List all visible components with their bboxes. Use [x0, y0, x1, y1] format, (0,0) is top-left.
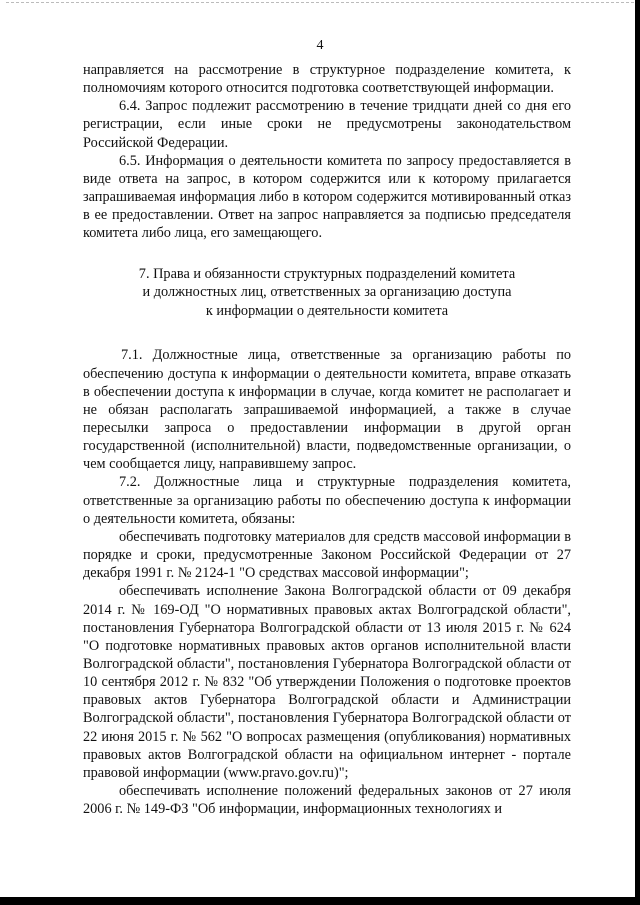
document-body — [83, 61, 571, 818]
page-number: 4 — [316, 38, 324, 53]
section-7-heading-line-1: 7. Права и обязанности структурных подразделений комитета — [138, 265, 516, 282]
section-7-heading-line-2: и должностных лиц, ответственных за организацию доступа — [142, 284, 512, 301]
scan-top-edge — [6, 2, 634, 3]
paragraph-6-4: 6.4. Запрос подлежит рассмотрению в течение тридцати дней со дня его регистрации, если иные сроки не предусмотрены законодательством Российской Федерации. — [83, 98, 571, 151]
section-7-heading-line-3: к информации о деятельности комитета — [205, 302, 449, 319]
scan-bottom-edge — [0, 897, 640, 905]
paragraph-6-3-continuation: направляется на рассмотрение в структурное подразделение комитета, к полномочиям которого относится подготовка соответствующей информации. — [83, 62, 571, 97]
paragraph-7-2: 7.2. Должностные лица и структурные подразделения комитета, ответственные за организацию работы по обеспечению доступа к информации о деятельности комитета, обязаны: — [83, 474, 571, 527]
paragraph-7-1: 7.1. Должностные лица, ответственные за организацию работы по обеспечению доступа к информации о деятельности комитета, вправе отказать в обеспечении доступа к информации в случае, когда комитет не располагает и не обязан располагать запрашиваемой информацией, а также в случае пересылки запроса о предоставлении информации в другой орган государственной (исполнительной) власти, подведомственные организации, о чем сообщается лицу, направившему запрос. — [83, 347, 571, 473]
paragraph-duty-regional-law: обеспечивать исполнение Закона Волгоградской области от 09 декабря 2014 г. № 169-ОД "О нормативных правовых актах Волгоградской области", постановления Губернатора Волгоградской области от 13 июля 2015 г. № 624 "О подготовке нормативных правовых актов органов исполнительной власти Волгоградской области", постановления Губернатора Волгоградской области от 10 сентября 2012 г. № 832 "Об утверждении Положения о подготовке проектов правовых актов Губернатора Волгоградской области и Администрации Волгоградской области", постановления Губернатора Волгоградской области от 22 июня 2015 г. № 562 "О вопросах размещения (опубликования) нормативных правовых актов Волгоградской области на официальном интернет - портале правовой информации (www.pravo.gov.ru)"; — [83, 583, 571, 781]
paragraph-duty-media: обеспечивать подготовку материалов для средств массовой информации в порядке и сроки, предусмотренные Законом Российской Федерации от 27 декабря 1991 г. № 2124-1 "О средствах массовой информации"; — [83, 528, 571, 582]
section-7-heading — [83, 265, 571, 321]
paragraph-duty-federal-laws: обеспечивать исполнение положений федеральных законов от 27 июля 2006 г. № 149-ФЗ "Об информации, информационных технологиях и — [83, 783, 571, 818]
scan-right-edge — [635, 0, 640, 905]
paragraph-6-5: 6.5. Информация о деятельности комитета по запросу предоставляется в виде ответа на запрос, в котором содержится или к которому прилагается запрашиваемая информация либо в котором содержится мотивированный отказ в ее предоставлении. Ответ на запрос направляется за подписью председателя комитета либо лица, его замещающего. — [83, 152, 571, 242]
